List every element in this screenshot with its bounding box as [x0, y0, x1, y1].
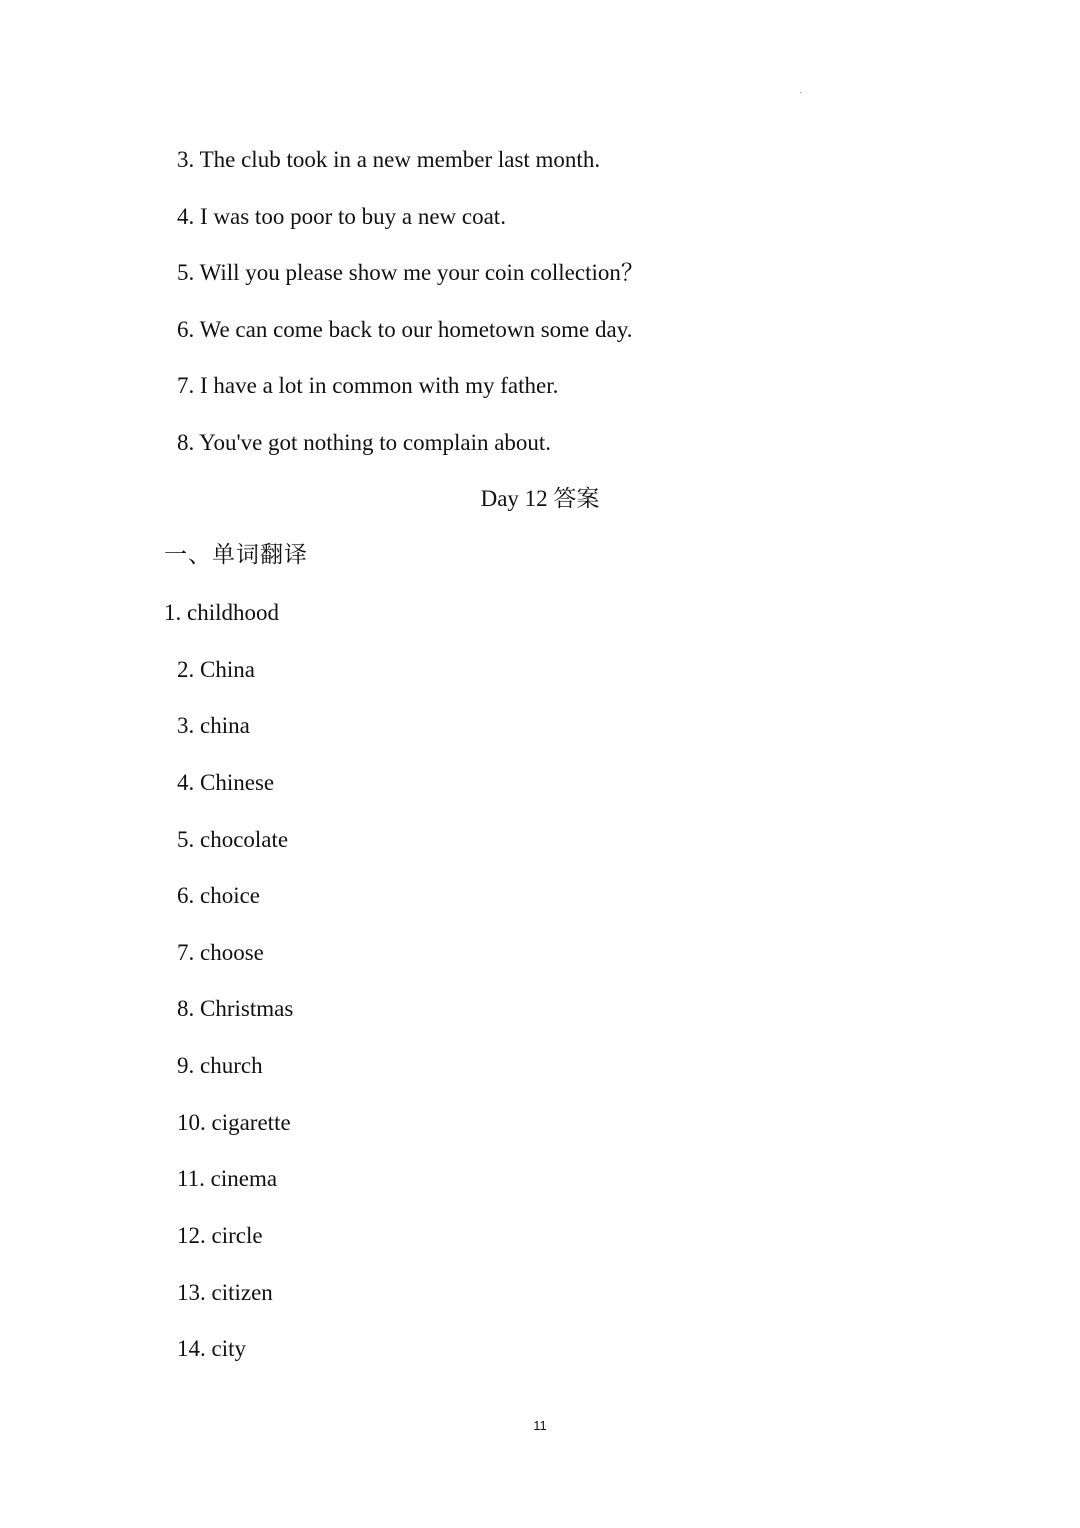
- word-item: 3. china: [177, 713, 250, 738]
- word-item: 13. citizen: [177, 1280, 273, 1305]
- word-item: 6. choice: [177, 883, 261, 908]
- page-number: 11: [533, 1418, 547, 1433]
- sentence-7: 7. I have a lot in common with my father.: [177, 373, 559, 398]
- sentence-6: 6. We can come back to our hometown some day.: [177, 317, 633, 342]
- word-item: 12. circle: [177, 1223, 263, 1248]
- word-item: 4. Chinese: [177, 770, 275, 795]
- word-item: 2. China: [177, 657, 255, 682]
- sentence-4: 4. I was too poor to buy a new coat.: [177, 204, 506, 229]
- word-item: 1. childhood: [164, 600, 279, 625]
- section-heading: 一、单词翻译: [164, 542, 308, 568]
- word-item: 14. city: [177, 1336, 246, 1361]
- word-item: 10. cigarette: [177, 1110, 291, 1135]
- scan-speck: [800, 92, 801, 93]
- word-item: 9. church: [177, 1053, 263, 1078]
- sentence-8: 8. You've got nothing to complain about.: [177, 430, 552, 455]
- sentence-3: 3. The club took in a new member last month.: [177, 147, 601, 172]
- word-item: 7. choose: [177, 940, 264, 965]
- page-title: Day 12 答案: [480, 486, 600, 511]
- sentence-5: 5. Will you please show me your coin collection？: [177, 260, 644, 285]
- word-item: 5. chocolate: [177, 827, 289, 852]
- word-item: 11. cinema: [177, 1166, 278, 1191]
- word-item: 8. Christmas: [177, 996, 294, 1021]
